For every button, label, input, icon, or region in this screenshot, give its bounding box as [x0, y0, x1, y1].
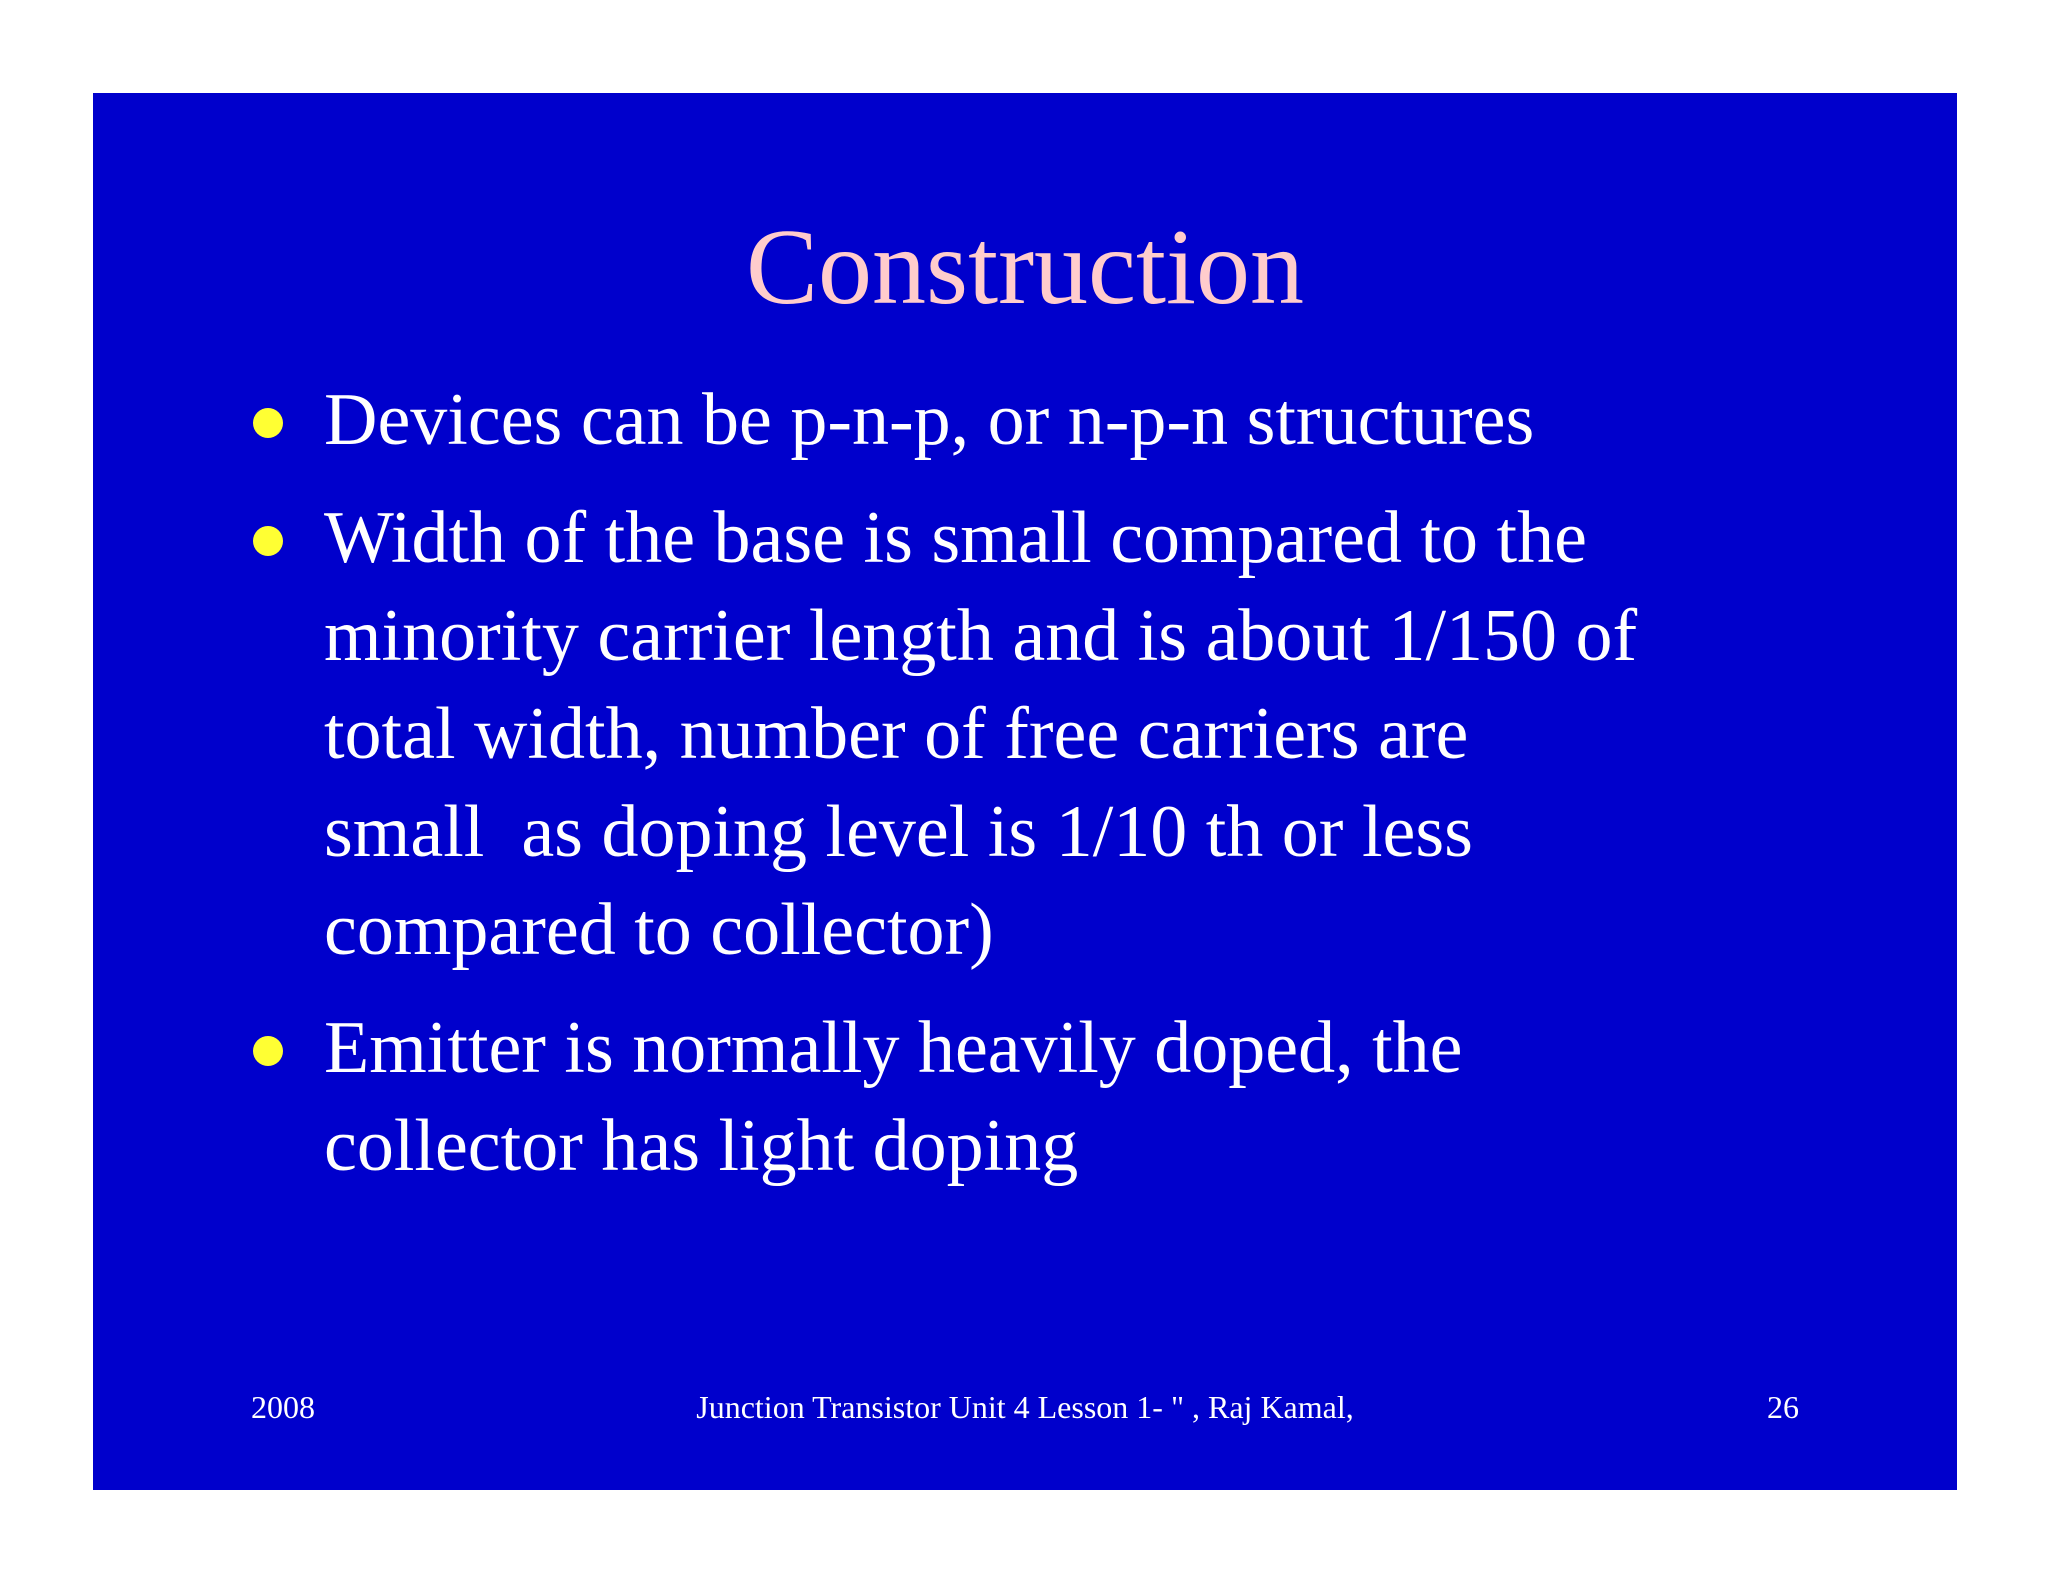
footer-page-number: 26	[1767, 1389, 1799, 1425]
bullet-line: total width, number of free carriers are	[324, 693, 1469, 775]
slide	[93, 93, 1957, 1490]
bullet-list	[253, 371, 1893, 1215]
bullet-dot-icon	[253, 1036, 283, 1066]
bullet-line: small as doping level is 1/10 th or less	[324, 791, 1473, 873]
bullet-line: Emitter is normally heavily doped, the	[324, 1007, 1463, 1089]
bullet-dot-icon	[253, 408, 283, 438]
slide-title: Construction	[746, 208, 1304, 327]
bullet-line: compared to collector)	[324, 889, 994, 971]
bullet-item	[253, 371, 1893, 469]
bullet-line: Devices can be p-n-p, or n-p-n structures	[324, 379, 1535, 461]
bullet-dot-icon	[253, 526, 283, 556]
bullet-line: collector has light doping	[324, 1105, 1079, 1187]
footer-year: 2008	[251, 1389, 315, 1425]
footer-caption: Junction Transistor Unit 4 Lesson 1- " , Raj Kamal,	[696, 1389, 1354, 1425]
bullet-line: Width of the base is small compared to the	[324, 497, 1587, 579]
bullet-item	[253, 489, 1893, 979]
bullet-item	[253, 999, 1893, 1195]
bullet-line: minority carrier length and is about 1/150 of	[324, 595, 1638, 677]
